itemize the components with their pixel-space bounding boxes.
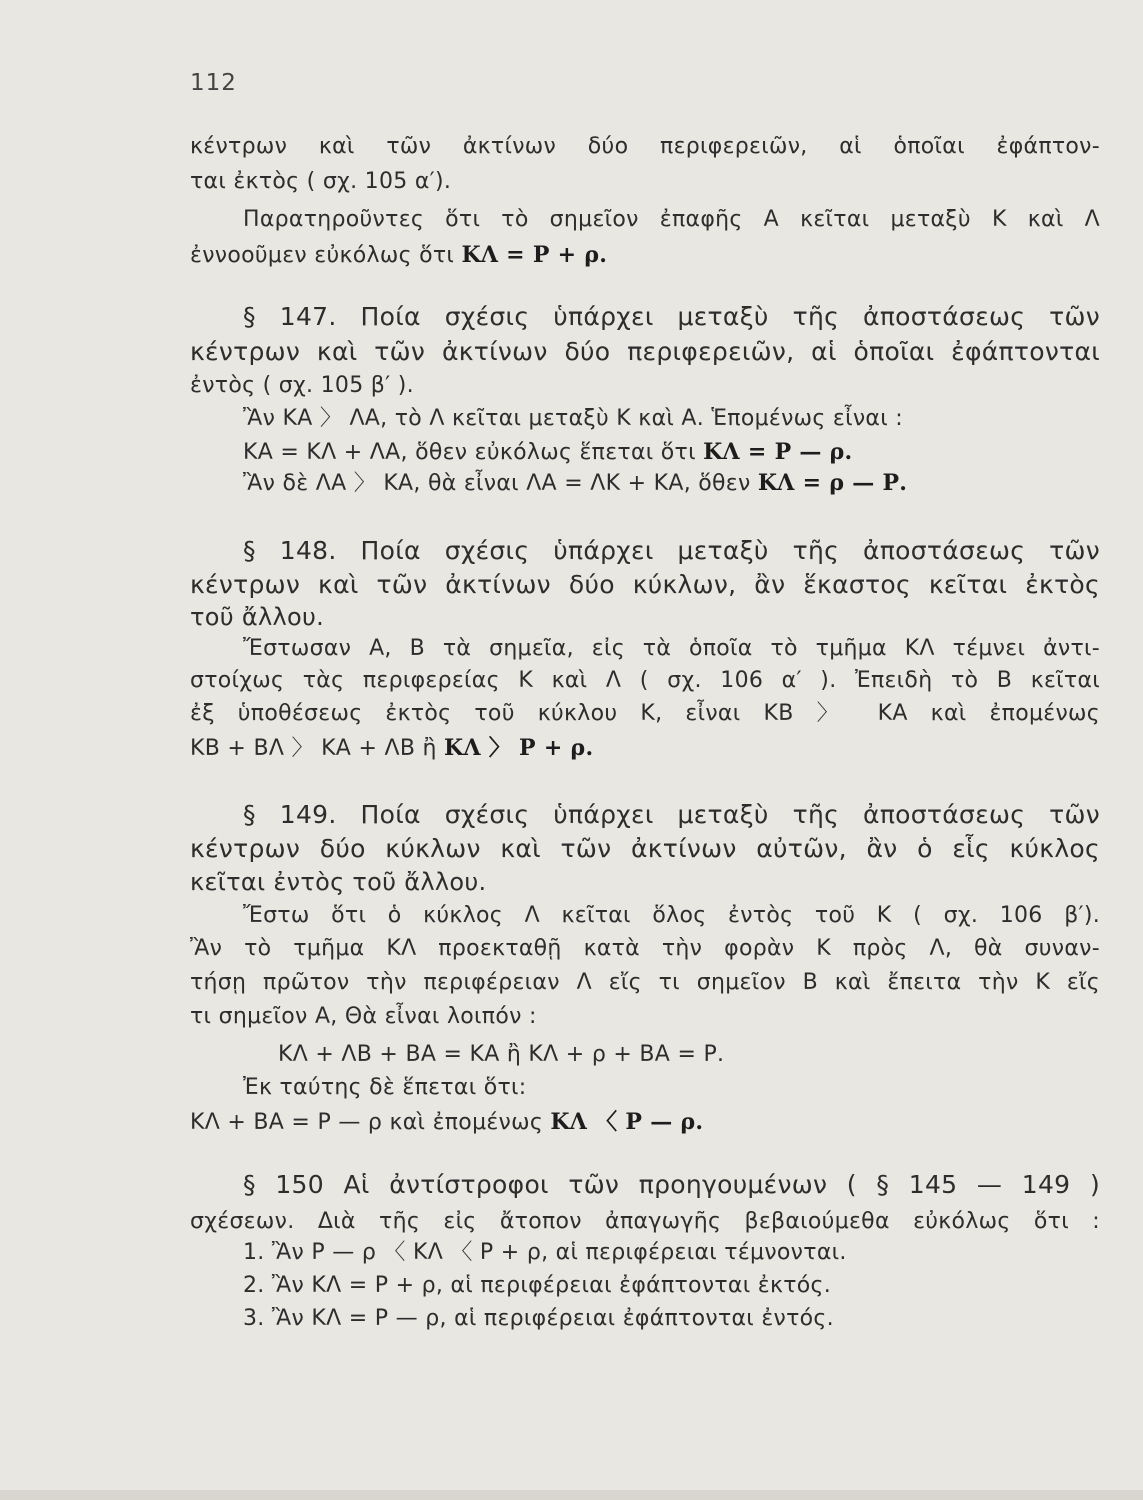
- text-line: ἐννοοῦμεν εὐκόλως ὅτι ΚΛ = Ρ + ρ.: [190, 242, 608, 268]
- page-number: 112: [190, 70, 237, 96]
- text-line: στοίχως τὰς περιφερείας Κ καὶ Λ ( σχ. 106 α′ ). Ἐπειδὴ τὸ Β κεῖται: [190, 668, 1100, 693]
- section-heading-150: § 150 Αἱ ἀντίστροφοι τῶν προηγουμένων ( § 145 — 149 ): [243, 1170, 1100, 1199]
- section-heading-148: § 148. Ποία σχέσις ὑπάρχει μεταξὺ τῆς ἀποστάσεως τῶν: [243, 536, 1100, 565]
- text-line: τήσῃ πρῶτον τὴν περιφέρειαν Λ εἴς τι σημεῖον Β καὶ ἔπειτα τὴν Κ εἴς: [190, 970, 1100, 995]
- text-line: τι σημεῖον Α, Θὰ εἶναι λοιπόν :: [190, 1004, 537, 1029]
- text-line: ΚΑ = ΚΛ + ΛΑ, ὅθεν εὐκόλως ἕπεται ὅτι ΚΛ = Ρ — ρ.: [243, 439, 853, 465]
- page-bottom-edge: [0, 1490, 1143, 1500]
- text-line: ἐντὸς ( σχ. 105 β′ ).: [190, 373, 414, 398]
- formula: ΚΛ = Ρ + ρ.: [461, 242, 608, 268]
- list-item: 3. Ἂν ΚΛ = Ρ — ρ, αἱ περιφέρειαι ἐφάπτονται ἐντός.: [243, 1306, 834, 1331]
- text-line: Ἂν ΚΑ 〉 ΛΑ, τὸ Λ κεῖται μεταξὺ Κ καὶ Α. Ἑπομένως εἶναι :: [243, 406, 903, 431]
- formula: ΚΛ 〉 Ρ + ρ.: [444, 735, 594, 761]
- formula: ΚΛ = Ρ — ρ.: [703, 439, 853, 465]
- formula: ΚΛ 〈 Ρ — ρ.: [550, 1109, 704, 1135]
- list-item: 2. Ἂν ΚΛ = Ρ + ρ, αἱ περιφέρειαι ἐφάπτονται ἐκτός.: [243, 1273, 832, 1298]
- text-line: κέντρων δύο κύκλων καὶ τῶν ἀκτίνων αὐτῶν, ἂν ὁ εἷς κύκλος: [190, 834, 1100, 863]
- equation-line: ΚΛ + ΛΒ + ΒΑ = ΚΑ ἢ ΚΛ + ρ + ΒΑ = Ρ.: [278, 1042, 725, 1067]
- text-line: κέντρων καὶ τῶν ἀκτίνων δύο περιφερειῶν, αἱ ὁποῖαι ἐφάπτον-: [190, 134, 1100, 159]
- text-line: κέντρων καὶ τῶν ἀκτίνων δύο κύκλων, ἂν ἕκαστος κεῖται ἐκτὸς: [190, 570, 1100, 599]
- text-line: κεῖται ἐντὸς τοῦ ἄλλου.: [190, 868, 487, 896]
- text-line: σχέσεων. Διὰ τῆς εἰς ἄτοπον ἀπαγωγῆς βεβαιούμεθα εὐκόλως ὅτι :: [190, 1209, 1100, 1234]
- text-line: Ἐκ ταύτης δὲ ἕπεται ὅτι:: [243, 1075, 527, 1100]
- text-line: ται ἐκτὸς ( σχ. 105 α′).: [190, 169, 452, 194]
- section-heading-149: § 149. Ποία σχέσις ὑπάρχει μεταξὺ τῆς ἀποστάσεως τῶν: [243, 800, 1100, 829]
- section-heading-147: § 147. Ποία σχέσις ὑπάρχει μεταξὺ τῆς ἀποστάσεως τῶν: [243, 302, 1100, 331]
- text-line: Ἂν τὸ τμῆμα ΚΛ προεκταθῇ κατὰ τὴν φορὰν Κ πρὸς Λ, θὰ συναν-: [190, 936, 1100, 961]
- text-line: ΚΛ + ΒΑ = Ρ — ρ καὶ ἐπομένως ΚΛ 〈 Ρ — ρ.: [190, 1109, 704, 1135]
- text-line: κέντρων καὶ τῶν ἀκτίνων δύο περιφερειῶν, αἱ ὁποῖαι ἐφάπτονται: [190, 337, 1100, 366]
- list-item: 1. Ἂν Ρ — ρ 〈 ΚΛ 〈 Ρ + ρ, αἱ περιφέρειαι τέμνονται.: [243, 1240, 847, 1265]
- text-line: Ἔστω ὅτι ὁ κύκλος Λ κεῖται ὅλος ἐντὸς τοῦ Κ ( σχ. 106 β′).: [243, 903, 1100, 928]
- text-line: ἐξ ὑποθέσεως ἐκτὸς τοῦ κύκλου Κ, εἶναι ΚΒ 〉 ΚΑ καὶ ἐπομένως: [190, 701, 1100, 726]
- text-line: Ἔστωσαν Α, Β τὰ σημεῖα, εἰς τὰ ὁποῖα τὸ τμῆμα ΚΛ τέμνει ἀντι-: [243, 636, 1100, 661]
- text-line: Ἂν δὲ ΛΑ 〉 ΚΑ, θὰ εἶναι ΛΑ = ΛΚ + ΚΑ, ὅθεν ΚΛ = ρ — Ρ.: [243, 470, 908, 496]
- formula: ΚΛ = ρ — Ρ.: [757, 470, 908, 496]
- text-line: ΚΒ + ΒΛ 〉 ΚΑ + ΛΒ ἢ ΚΛ 〉 Ρ + ρ.: [190, 735, 594, 761]
- text-line: Παρατηροῦντες ὅτι τὸ σημεῖον ἐπαφῆς Α κεῖται μεταξὺ Κ καὶ Λ: [243, 207, 1100, 232]
- text-line: τοῦ ἄλλου.: [190, 603, 325, 631]
